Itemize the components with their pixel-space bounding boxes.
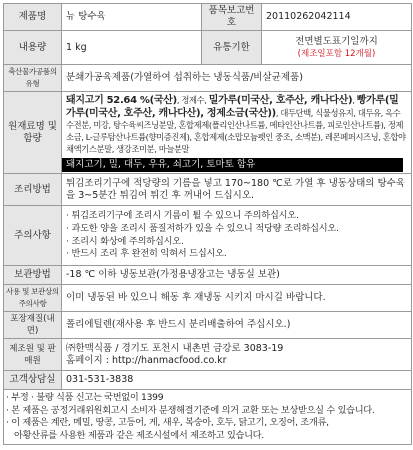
label-table: [3, 3, 412, 445]
caution-item: · 반드시 조리 후 완전히 익혀서 드십시오.: [66, 248, 227, 260]
note-item: · 본 제품은 공정거래위원회고시 소비자 분쟁해결기준에 의거 교환 또는 보상받으실 수 있습니다.: [6, 404, 375, 416]
thawed-caution-label: 사용 및 보관상의 주의사항: [4, 285, 62, 312]
report-no-label: 품목보고번호: [202, 4, 262, 31]
consult-phone: 031-531-3838: [62, 371, 412, 390]
ingredient-pork: 돼지고기 52.64 %(국산): [66, 95, 177, 106]
report-no: 20110262042114: [262, 4, 412, 31]
food-type-label: 축산물가공품의 유형: [4, 65, 62, 92]
expiry-line1: 전면별도표기일까지: [295, 35, 378, 47]
ingredients: [62, 92, 412, 174]
caution-label: 주의사항: [4, 206, 62, 266]
storage-label: 보관방법: [4, 266, 62, 285]
notes-box: [4, 390, 412, 445]
ingredient-water: , 정제수,: [176, 95, 209, 105]
ingredient-flour: 밀가루(미국산, 호주산, 캐나다산): [208, 95, 353, 106]
product-name-label: 제품명: [4, 4, 62, 31]
ingredient-sep: ,: [352, 95, 357, 105]
cooking-label: 조리방법: [4, 174, 62, 206]
expiry-label: 유통기한: [202, 31, 262, 65]
manufacturer: [62, 339, 412, 371]
ingredients-label: 원재료명 및 함량: [4, 92, 62, 174]
note-item: · 이 제품은 계란, 메밀, 땅콩, 고등어, 게, 새우, 복숭아, 호두, 닭고기, 오징어, 조개류,: [6, 417, 329, 429]
packaging: 폴리에틸렌(재사용 후 반드시 분리배출하여 주십시오.): [62, 312, 412, 339]
thawed-caution: 이미 냉동된 바 있으니 해동 후 재냉동 시키지 마시길 바랍니다.: [62, 285, 412, 312]
caution-item: · 과도한 양을 조리시 품질저하가 있을 수 있으니 적당량 조리하십시오.: [66, 222, 339, 234]
ingredient-rest: , 대두단백, 식물성유지, 대두유, 옥수수전분, 미강, 탕수육씨즈닝분말, 혼합제제(폴리인산나트륨, 메타인산나트륨, 피로인산나트륨), 정제소금, L-글루탐산나트륨(향미증진제), 혼합제제(소맙모늄펫인 중조, 소맥분), 레몬페퍼시즈닝, 혼합야채엑기스분말, 생강조미분, 마늘분말: [66, 108, 406, 154]
expiry-line2: (제조일포함 12개월): [297, 48, 376, 59]
storage: -18 ℃ 이하 냉동보관(가정용냉장고는 냉동실 보관): [62, 266, 412, 285]
caution-list: [62, 206, 412, 266]
food-type: 분쇄가공육제품(가열하여 섭취하는 냉동식품/비살균제품): [62, 65, 412, 92]
consult-label: 고객상담실: [4, 371, 62, 390]
caution-item: · 조리시 화상에 주의하십시오.: [66, 235, 184, 247]
expiry: [262, 31, 412, 65]
food-label: [3, 3, 411, 445]
note-item: 아황산류를 사용한 제품과 같은 제조시설에서 제조하고 있습니다.: [14, 429, 264, 441]
product-name: 뉴 탕수육: [62, 4, 202, 31]
packaging-label: 포장재질(내면): [4, 312, 62, 339]
volume-label: 내용량: [4, 31, 62, 65]
note-item: · 부정 · 불량 식품 신고는 국번없이 1399: [6, 392, 164, 403]
caution-item: · 튀김조리기구에 조리시 기름이 튈 수 있으니 주의하십시오.: [66, 210, 299, 222]
ingredient-breadcrumb: 빵가루(밀가루(미국산, 호주산, 캐나다산), 정제소금(국산)): [66, 95, 399, 119]
manufacturer-label: 제조원 및 판매원: [4, 339, 62, 371]
manufacturer-address: ㈜한맥식품 / 경기도 포천시 내촌면 금강로 3083-19: [66, 342, 284, 354]
volume: 1 kg: [62, 31, 202, 65]
manufacturer-homepage: 홈페이지 : http://hanmacfood.co.kr: [66, 354, 227, 366]
allergen-bar: 돼지고기, 밀, 대두, 우유, 쇠고기, 토마토 함유: [62, 158, 403, 172]
cooking-method: 튀김조리기구에 적당량의 기름을 넣고 170~180 ℃로 가열 후 냉동상태의 탕수육을 3~5분간 튀김여 튀긴 후 꺼내어 드십시오.: [62, 174, 412, 206]
